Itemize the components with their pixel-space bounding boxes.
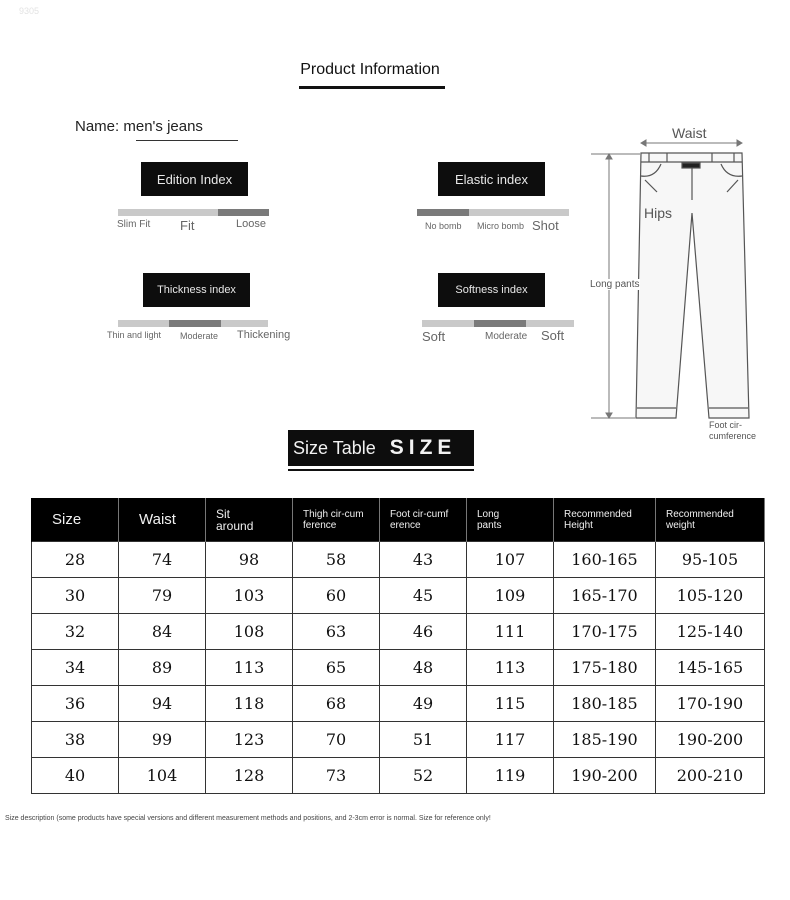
column-header-text: Long pants: [477, 508, 502, 531]
table-cell: [32, 722, 119, 758]
table-cell: [467, 722, 554, 758]
table-cell: [380, 614, 467, 650]
column-header-text: Recommended weight: [666, 508, 734, 531]
cell-value: 30: [64, 586, 86, 605]
cell-value: 28: [64, 550, 86, 569]
diagram-foot-label-2: cumference: [709, 431, 757, 441]
cell-value: 104: [146, 766, 178, 785]
table-cell: [656, 542, 765, 578]
table-cell: [119, 614, 206, 650]
cell-value: 113: [494, 658, 526, 677]
diagram-length-label: Long pants: [590, 279, 640, 290]
table-cell: [119, 542, 206, 578]
column-header: [380, 498, 467, 542]
table-cell: [380, 758, 467, 794]
thickness-label-2: Moderate: [180, 331, 219, 341]
table-cell: [206, 758, 293, 794]
cell-value: 108: [233, 622, 265, 641]
table-cell: [32, 650, 119, 686]
cell-value: 185-190: [571, 730, 638, 749]
diagram-hips-label: Hips: [644, 205, 673, 221]
table-cell: [554, 722, 656, 758]
table-cell: [32, 614, 119, 650]
table-cell: [293, 758, 380, 794]
watermark: 9305: [19, 6, 40, 16]
table-row: [32, 542, 765, 578]
product-name: [75, 118, 203, 135]
table-cell: [119, 578, 206, 614]
cell-value: 51: [412, 730, 434, 749]
column-header-text: Foot cir-cumference: [390, 508, 449, 531]
cell-value: 43: [412, 550, 434, 569]
cell-value: 46: [412, 622, 434, 641]
cell-value: 52: [412, 766, 434, 785]
thickness-label-3: Thickening: [237, 329, 291, 341]
product-name-label: Name:: [75, 118, 120, 135]
column-header: [293, 498, 380, 542]
table-cell: [293, 578, 380, 614]
elastic-label-3: Shot: [532, 218, 559, 233]
cell-value: 103: [233, 586, 265, 605]
cell-value: 175-180: [571, 658, 638, 677]
table-cell: [119, 722, 206, 758]
table-cell: [467, 614, 554, 650]
table-cell: [380, 650, 467, 686]
cell-value: 95-105: [681, 550, 739, 569]
table-cell: [467, 650, 554, 686]
cell-value: 115: [494, 694, 526, 713]
thickness-index-badge: Thickness index: [143, 273, 250, 307]
table-cell: [554, 614, 656, 650]
cell-value: 190-200: [571, 766, 638, 785]
table-cell: [206, 722, 293, 758]
elastic-label-2: Micro bomb: [477, 221, 525, 231]
edition-label-1: Slim Fit: [117, 219, 151, 230]
cell-value: 94: [151, 694, 173, 713]
cell-value: 118: [233, 694, 265, 713]
table-cell: [32, 578, 119, 614]
table-cell: [206, 650, 293, 686]
jeans-outline-icon: [636, 153, 749, 418]
table-cell: [206, 686, 293, 722]
cell-value: 32: [64, 622, 86, 641]
table-cell: [656, 614, 765, 650]
cell-value: 113: [233, 658, 265, 677]
table-cell: [32, 758, 119, 794]
table-cell: [380, 686, 467, 722]
page-title: Product Information: [300, 61, 440, 78]
table-row: [32, 578, 765, 614]
thickness-label-1: Thin and light: [107, 330, 162, 340]
table-cell: [206, 578, 293, 614]
scale-segment-selected: [474, 320, 526, 327]
scale-segment: [118, 209, 168, 216]
table-cell: [293, 614, 380, 650]
softness-label-1: Soft: [422, 329, 446, 344]
cell-value: 48: [412, 658, 434, 677]
cell-value: 34: [64, 658, 86, 677]
scale-segment: [422, 320, 474, 327]
cell-value: 117: [494, 730, 526, 749]
table-cell: [467, 542, 554, 578]
column-header: [206, 498, 293, 542]
table-cell: [206, 614, 293, 650]
softness-label-3: Soft: [541, 328, 565, 343]
table-cell: [467, 578, 554, 614]
size-table-heading-big: SIZE: [389, 436, 457, 459]
table-cell: [293, 722, 380, 758]
table-cell: [293, 686, 380, 722]
size-table-heading: [288, 430, 474, 466]
table-row: [32, 614, 765, 650]
cell-value: 165-170: [571, 586, 638, 605]
cell-value: 79: [151, 586, 173, 605]
column-header: [467, 498, 554, 542]
softness-label-2: Moderate: [485, 331, 528, 342]
cell-value: 109: [494, 586, 526, 605]
table-cell: [467, 758, 554, 794]
cell-value: 180-185: [571, 694, 638, 713]
cell-value: 49: [412, 694, 434, 713]
cell-value: 111: [494, 622, 526, 641]
size-table: [31, 498, 765, 794]
cell-value: 107: [494, 550, 526, 569]
column-header-text: Thigh cir-cumference: [303, 508, 364, 531]
cell-value: 45: [412, 586, 434, 605]
table-cell: [554, 578, 656, 614]
cell-value: 170-175: [571, 622, 638, 641]
table-cell: [554, 542, 656, 578]
table-cell: [656, 722, 765, 758]
scale-segment-selected: [218, 209, 269, 216]
table-cell: [206, 542, 293, 578]
table-cell: [293, 542, 380, 578]
cell-value: 63: [325, 622, 347, 641]
scale-segment: [118, 320, 169, 327]
table-row: [32, 758, 765, 794]
table-cell: [32, 542, 119, 578]
softness-index-badge: Softness index: [438, 273, 545, 307]
cell-value: 36: [64, 694, 86, 713]
table-row: [32, 686, 765, 722]
table-row: [32, 650, 765, 686]
table-cell: [380, 722, 467, 758]
edition-index-badge: Edition Index: [141, 162, 248, 196]
product-name-value: men's jeans: [123, 118, 203, 135]
column-header: [656, 498, 765, 542]
table-cell: [656, 758, 765, 794]
table-cell: [119, 758, 206, 794]
scale-segment: [221, 320, 268, 327]
scale-segment: [168, 209, 218, 216]
cell-value: 125-140: [676, 622, 744, 641]
column-header: Waist: [119, 498, 206, 542]
table-cell: [467, 686, 554, 722]
cell-value: 105-120: [676, 586, 744, 605]
table-cell: [293, 650, 380, 686]
cell-value: 60: [325, 586, 347, 605]
cell-value: 98: [238, 550, 260, 569]
cell-value: 160-165: [571, 550, 638, 569]
table-cell: [380, 542, 467, 578]
table-cell: [119, 650, 206, 686]
size-footnote: Size description (some products have special versions and different measurement methods and positions, and 2-3cm error is normal. Size for reference only!: [5, 815, 491, 822]
cell-value: 99: [151, 730, 173, 749]
diagram-waist-label: Waist: [672, 125, 707, 141]
elastic-index-badge: Elastic index: [438, 162, 545, 196]
scale-segment-selected: [417, 209, 469, 216]
cell-value: 89: [151, 658, 173, 677]
table-cell: [380, 578, 467, 614]
cell-value: 74: [151, 550, 173, 569]
elastic-label-1: No bomb: [425, 221, 462, 231]
cell-value: 73: [325, 766, 347, 785]
table-cell: [554, 758, 656, 794]
cell-value: 65: [325, 658, 347, 677]
cell-value: 200-210: [676, 766, 744, 785]
table-cell: [656, 650, 765, 686]
column-header-text: Recommended Height: [564, 508, 632, 531]
column-header: Size: [32, 498, 119, 542]
scale-segment: [469, 209, 519, 216]
cell-value: 68: [325, 694, 347, 713]
table-cell: [656, 578, 765, 614]
cell-value: 128: [233, 766, 265, 785]
scale-segment: [526, 320, 574, 327]
cell-value: 84: [151, 622, 173, 641]
cell-value: 40: [64, 766, 86, 785]
table-cell: [554, 686, 656, 722]
title-underline: [299, 86, 445, 89]
scale-segment: [519, 209, 569, 216]
cell-value: 145-165: [676, 658, 744, 677]
size-heading-underline: [288, 469, 474, 471]
table-cell: [554, 650, 656, 686]
scale-segment-selected: [169, 320, 221, 327]
table-header-row: [32, 498, 765, 542]
cell-value: 190-200: [676, 730, 744, 749]
name-underline: [136, 140, 238, 141]
cell-value: 123: [233, 730, 265, 749]
column-header-text: Sit around: [216, 506, 254, 533]
table-row: [32, 722, 765, 758]
cell-value: 70: [325, 730, 347, 749]
cell-value: 119: [494, 766, 526, 785]
cell-value: 38: [64, 730, 86, 749]
table-cell: [32, 686, 119, 722]
edition-label-3: Loose: [236, 218, 266, 230]
diagram-foot-label-1: Foot cir-: [709, 420, 743, 430]
column-header: [554, 498, 656, 542]
cell-value: 58: [325, 550, 347, 569]
table-cell: [119, 686, 206, 722]
size-table-heading-text: Size Table: [293, 437, 376, 458]
table-cell: [656, 686, 765, 722]
cell-value: 170-190: [676, 694, 744, 713]
edition-label-2: Fit: [180, 218, 195, 233]
